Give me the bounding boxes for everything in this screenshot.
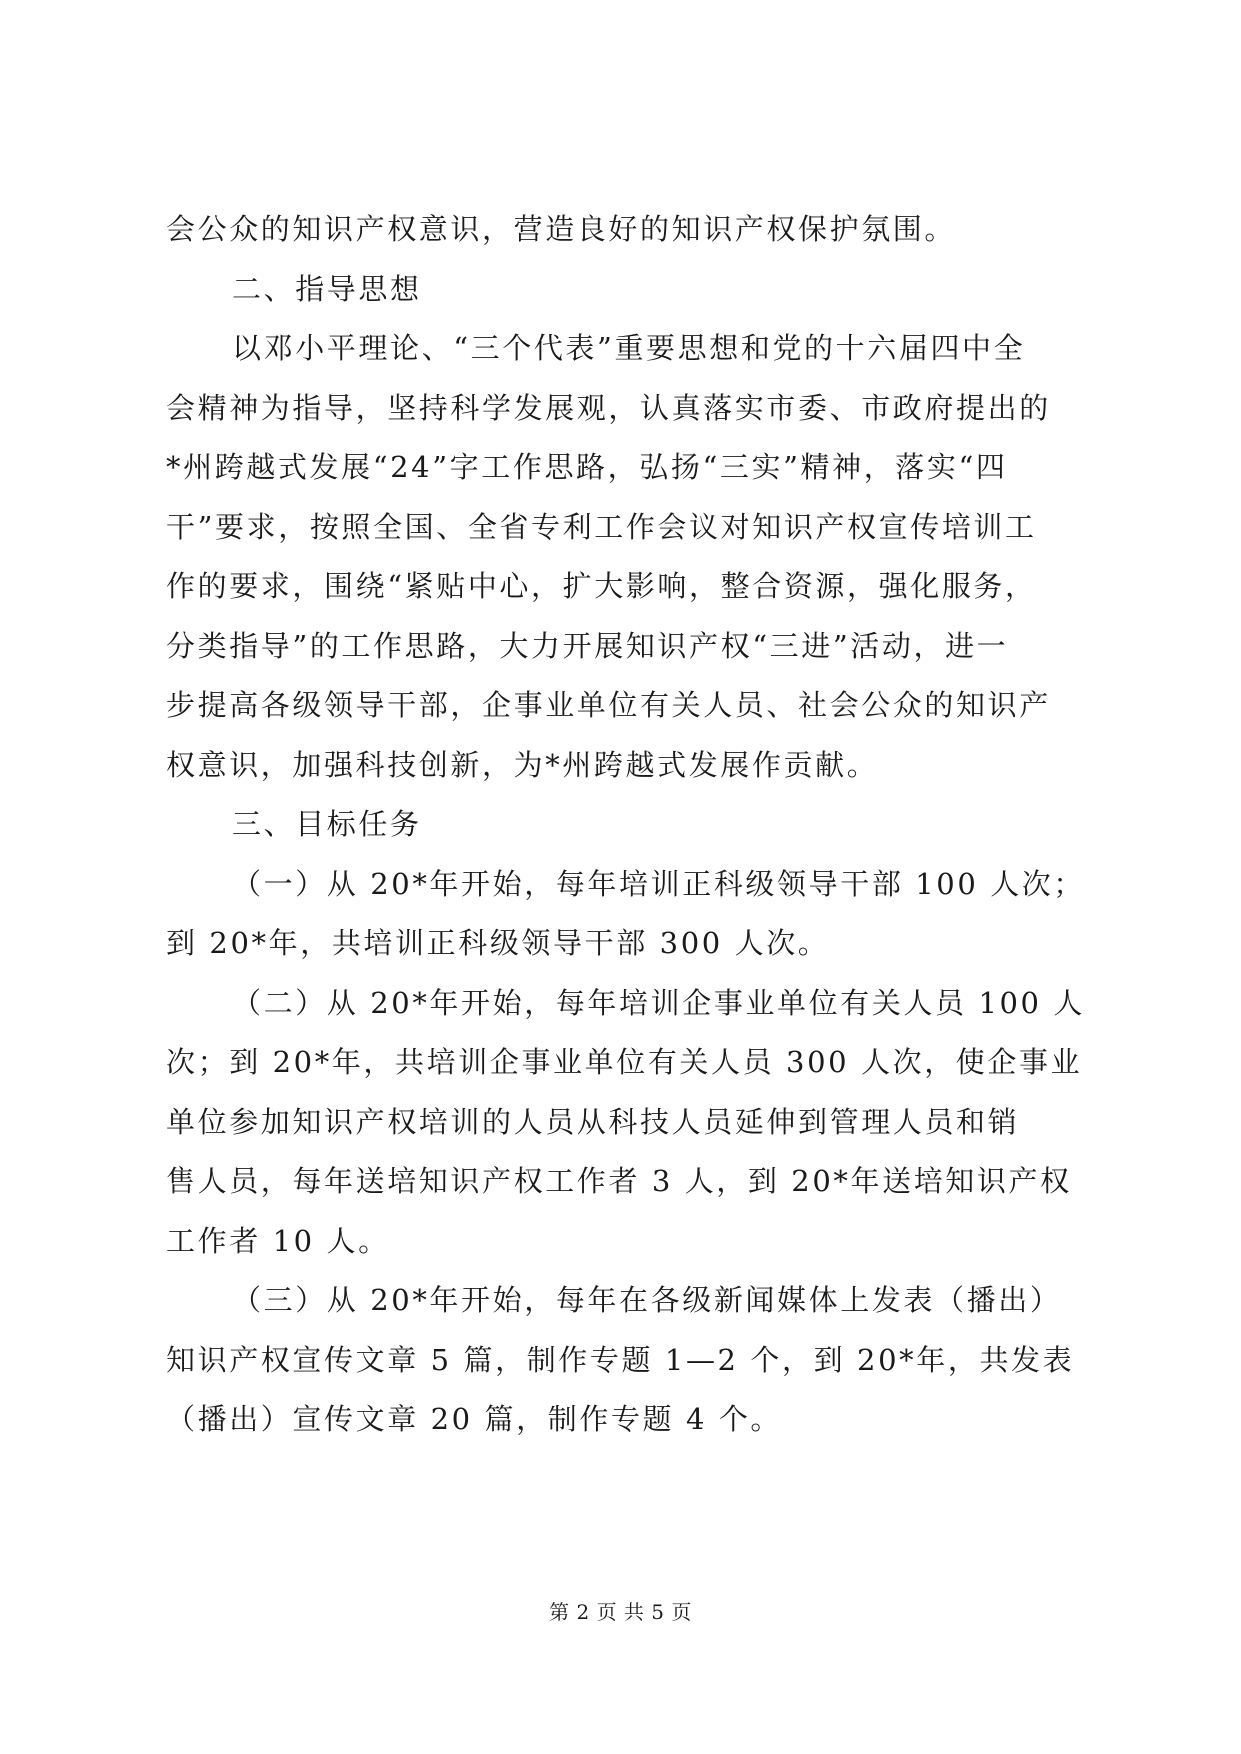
body-line: 作的要求，围绕“紧贴中心，扩大影响，整合资源，强化服务， [166,569,1037,603]
body-line: 知识产权宣传文章 5 篇，制作专题 1—2 个，到 20*年，共发表 [166,1342,1075,1377]
body-line: 工作者 10 人。 [166,1223,390,1258]
body-line: 权意识，加强科技创新，为*州跨越式发展作贡献。 [166,747,879,782]
document-body [166,200,1086,1450]
body-line: 步提高各级领导干部，企事业单位有关人员、社会公众的知识产 [166,688,1051,722]
body-line: （二）从 20*年开始，每年培训企事业单位有关人员 100 人 [232,985,1086,1020]
page-footer: 第 2 页 共 5 页 [549,1600,692,1624]
body-line: 售人员，每年送培知识产权工作者 3 人，到 20*年送培知识产权 [166,1164,1072,1198]
body-line: *州跨越式发展“24”字工作思路，弘扬“三实”精神，落实“四 [166,450,1008,484]
body-line: 单位参加知识产权培训的人员从科技人员延伸到管理人员和销 [166,1104,1020,1139]
section-heading: 三、目标任务 [232,807,422,841]
body-line: （一）从 20*年开始，每年培训正科级领导干部 100 人次； [232,866,1086,901]
body-line: 以邓小平理论、“三个代表”重要思想和党的十六届四中全 [232,331,1026,365]
body-line: 会精神为指导，坚持科学发展观，认真落实市委、市政府提出的 [166,390,1051,425]
body-line: （播出）宣传文章 20 篇，制作专题 4 个。 [166,1402,783,1436]
body-line: 分类指导”的工作思路，大力开展知识产权“三进”活动，进一 [166,628,1009,663]
body-line: 到 20*年，共培训正科级领导干部 300 人次。 [166,926,830,960]
body-line: （三）从 20*年开始，每年在各级新闻媒体上发表（播出） [232,1283,1062,1317]
body-line: 次；到 20*年，共培训企事业单位有关人员 300 人次，使企事业 [166,1045,1083,1079]
body-line: 干”要求，按照全国、全省专利工作会议对知识产权宣传培训工 [166,509,1037,544]
section-heading: 二、指导思想 [232,271,422,306]
body-line: 会公众的知识产权意识，营造良好的知识产权保护氛围。 [166,212,957,246]
